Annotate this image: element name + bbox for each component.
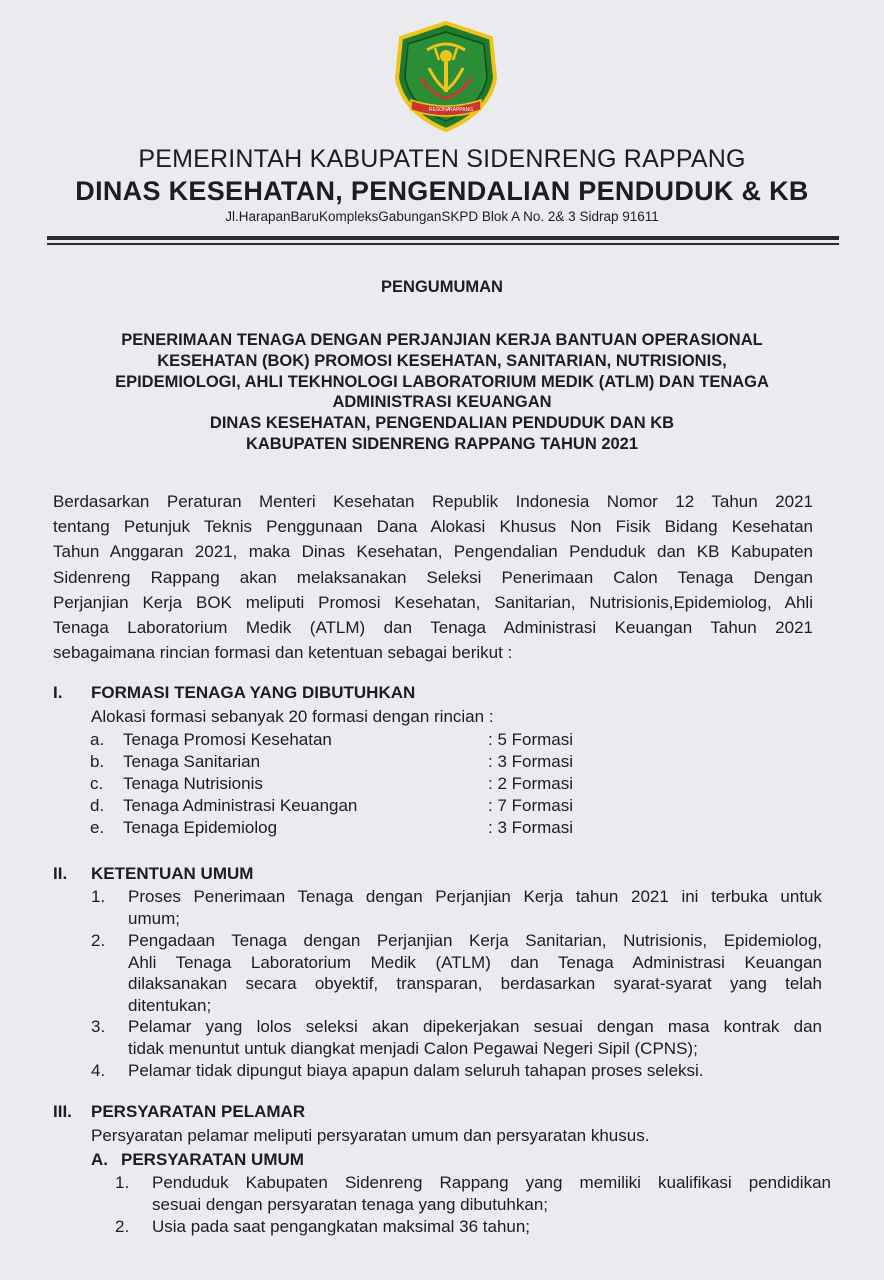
- letterhead-rule-thin: [47, 243, 839, 245]
- provision-line: Pengadaan Tenaga dengan Perjanjian Kerja Sanitarian, Nutrisionis, Epidemiolog,: [128, 931, 822, 950]
- formation-name: Tenaga Administrasi Keuangan: [123, 796, 358, 815]
- provision-line: dilaksanakan secara obyektif, transparan, berdasarkan syarat-syarat yang telah: [128, 974, 822, 994]
- requirement-number: 1.: [115, 1173, 130, 1192]
- title-line: ADMINISTRASI KEUANGAN: [332, 393, 552, 412]
- formation-letter: e.: [90, 818, 105, 837]
- provision-item: [91, 1016, 831, 1060]
- provision-item: [91, 930, 831, 1018]
- formation-name: Tenaga Epidemiolog: [123, 818, 278, 837]
- formation-letter: b.: [90, 752, 105, 771]
- subsection-a-title: PERSYARATAN UMUM: [121, 1150, 304, 1169]
- provision-number: 3.: [91, 1017, 106, 1036]
- section-1-title: FORMASI TENAGA YANG DIBUTUHKAN: [91, 683, 416, 702]
- government-name: PEMERINTAH KABUPATEN SIDENRENG RAPPANG: [138, 145, 746, 173]
- requirement-line: Usia pada saat pengangkatan maksimal 36 tahun;: [152, 1217, 531, 1236]
- requirement-line: sesuai dengan persyaratan tenaga yang dibutuhkan;: [152, 1194, 549, 1214]
- provision-number: 4.: [91, 1061, 106, 1080]
- formation-name: Tenaga Sanitarian: [123, 752, 261, 771]
- regency-emblem-icon: [391, 20, 501, 132]
- formation-name: Tenaga Nutrisionis: [123, 774, 263, 793]
- provision-line: Pelamar tidak dipungut biaya apapun dalam seluruh tahapan proses seleksi.: [128, 1061, 704, 1080]
- formation-row: [90, 752, 610, 774]
- logo-caption-left: RESONA: [429, 107, 451, 113]
- intro-line: Berdasarkan Peraturan Menteri Kesehatan Republik Indonesia Nomor 12 Tahun 2021: [53, 492, 813, 511]
- provision-line: ditentukan;: [128, 995, 212, 1015]
- provision-item: [91, 886, 831, 930]
- section-2-number: II.: [53, 864, 68, 883]
- formation-row: [90, 730, 610, 752]
- intro-line: Sidenreng Rappang akan melaksanakan Seleksi Penerimaan Calon Tenaga Dengan: [53, 567, 813, 587]
- intro-line: tentang Petunjuk Teknis Penggunaan Dana Alokasi Khusus Non Fisik Bidang Kesehatan: [53, 517, 813, 537]
- intro-line: sebagaimana rincian formasi dan ketentuan sebagai berikut :: [53, 643, 513, 663]
- formation-count: : 5 Formasi: [488, 730, 574, 749]
- provision-number: 2.: [91, 931, 106, 950]
- title-line: PENERIMAAN TENAGA DENGAN PERJANJIAN KERJA BANTUAN OPERASIONAL: [121, 331, 763, 349]
- provision-line: Pelamar yang lolos seleksi akan dipekerjakan sesuai dengan masa kontrak dan: [128, 1017, 822, 1036]
- title-line: KESEHATAN (BOK) PROMOSI KESEHATAN, SANITARIAN, NUTRISIONIS,: [157, 351, 727, 370]
- provision-line: Proses Penerimaan Tenaga dengan Perjanjian Kerja tahun 2021 ini terbuka untuk: [128, 887, 822, 906]
- formation-row: [90, 774, 610, 796]
- requirement-item: [115, 1172, 831, 1216]
- provision-line: Ahli Tenaga Laboratorium Medik (ATLM) dan Tenaga Administrasi Keuangan: [128, 952, 822, 972]
- formation-row: [90, 796, 610, 818]
- office-address: Jl.HarapanBaruKompleksGabunganSKPD Blok A No. 2& 3 Sidrap 91611: [225, 209, 659, 224]
- formation-count: : 3 Formasi: [488, 818, 574, 837]
- logo-caption-right: RAPPANG: [449, 107, 474, 113]
- section-3-intro: Persyaratan pelamar meliputi persyaratan umum dan persyaratan khusus.: [91, 1126, 650, 1145]
- title-line: EPIDEMIOLOGI, AHLI TEKHNOLOGI LABORATORIUM MEDIK (ATLM) DAN TENAGA: [115, 372, 769, 391]
- formation-count: : 2 Formasi: [488, 774, 574, 793]
- requirement-line: Penduduk Kabupaten Sidenreng Rappang yang memiliki kualifikasi pendidikan: [152, 1173, 831, 1192]
- letterhead-rule-thick: [47, 236, 839, 240]
- intro-line: Tenaga Laboratorium Medik (ATLM) dan Tenaga Administrasi Keuangan Tahun 2021: [53, 618, 813, 638]
- provision-item: [91, 1060, 831, 1082]
- formation-letter: d.: [90, 796, 105, 815]
- formation-count: : 3 Formasi: [488, 752, 574, 771]
- intro-paragraph: [53, 489, 813, 665]
- formation-letter: c.: [90, 774, 104, 793]
- provision-number: 1.: [91, 887, 106, 906]
- section-1-intro: Alokasi formasi sebanyak 20 formasi dengan rincian :: [91, 707, 494, 726]
- formation-name: Tenaga Promosi Kesehatan: [123, 730, 332, 749]
- title-line: DINAS KESEHATAN, PENGENDALIAN PENDUDUK DAN KB: [209, 414, 675, 433]
- requirement-number: 2.: [115, 1217, 130, 1236]
- formation-letter: a.: [90, 730, 105, 749]
- provision-line: tidak menuntut untuk diangkat menjadi Calon Pegawai Negeri Sipil (CPNS);: [128, 1038, 698, 1058]
- section-2-title: KETENTUAN UMUM: [91, 864, 254, 883]
- subsection-a-number: A.: [91, 1150, 108, 1169]
- intro-line: Tahun Anggaran 2021, maka Dinas Kesehatan, Pengendalian Penduduk dan KB Kabupaten: [53, 542, 813, 562]
- section-3-number: III.: [53, 1102, 72, 1121]
- formation-count: : 7 Formasi: [488, 796, 574, 815]
- title-line: KABUPATEN SIDENRENG RAPPANG TAHUN 2021: [245, 434, 639, 453]
- announcement-title: [40, 330, 844, 455]
- section-1-number: I.: [53, 683, 63, 702]
- formation-row: [90, 818, 610, 840]
- provision-line: umum;: [128, 908, 180, 928]
- department-name: DINAS KESEHATAN, PENGENDALIAN PENDUDUK & KB: [75, 176, 809, 206]
- requirement-item: [115, 1216, 831, 1238]
- intro-line: Perjanjian Kerja BOK meliputi Promosi Kesehatan, Sanitarian, Nutrisionis,Epidemiolog, Ahli: [53, 592, 813, 612]
- announcement-heading: PENGUMUMAN: [381, 278, 503, 296]
- section-3-title: PERSYARATAN PELAMAR: [91, 1102, 306, 1121]
